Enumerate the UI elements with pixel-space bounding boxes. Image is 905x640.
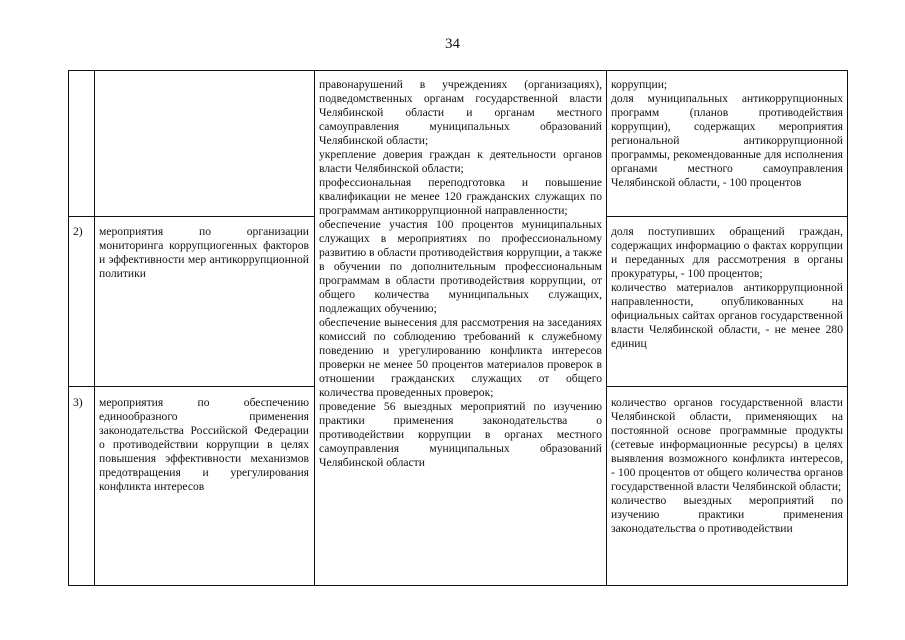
indicators-cell <box>611 225 843 351</box>
measures-cell <box>319 78 602 470</box>
table-border-left <box>68 70 69 586</box>
row-divider <box>606 386 848 387</box>
measure-item: обеспечение участия 100 процентов муниципальных служащих в мероприятиях по профессиональному развитию в области противодействия коррупции, а также в обучении по дополнительным профессиональным программам в области противодействия коррупции, от общего количества муниципальных служащих, подлежащих обучению; <box>319 218 602 315</box>
measures-table <box>68 70 848 586</box>
row-divider <box>68 216 315 217</box>
table-column-divider <box>314 70 315 586</box>
row-divider <box>68 386 315 387</box>
indicator-item: доля поступивших обращений граждан, содержащих информацию о фактах коррупции и переданных для рассмотрения в органы прокуратуры, - 100 процентов; <box>611 225 843 280</box>
table-column-divider <box>606 70 607 586</box>
page-number: 34 <box>445 36 460 52</box>
measure-group-name <box>99 225 309 281</box>
measure-item: обеспечение вынесения для рассмотрения на заседаниях комиссий по соблюдению требований к служебному поведению и урегулированию конфликта интересов проверки не менее 50 процентов материалов проверок в отношении гражданских служащих от общего количества проведенных проверок; <box>319 316 602 399</box>
indicators-cell <box>611 396 843 536</box>
row-number: 2) <box>73 225 83 238</box>
measure-item: профессиональная переподготовка и повышение квалификации не менее 120 гражданских служащих по программам антикоррупционной направленности; <box>319 176 602 217</box>
measure-item: проведение 56 выездных мероприятий по изучению практики применения законодательства о противодействии коррупции в органах местного самоуправления муниципальных образований Челябинской области <box>319 400 602 469</box>
table-border-bottom <box>68 585 848 586</box>
indicators-cell <box>611 78 843 190</box>
table-border-right <box>847 70 848 586</box>
indicator-item: доля муниципальных антикоррупционных программ (планов противодействия коррупции), содержащих мероприятия региональной антикоррупционной программы, рекомендованные для исполнения органами местного самоуправления Челябинской области, - 100 процентов <box>611 92 843 189</box>
measure-item: укрепление доверия граждан к деятельности органов власти Челябинской области; <box>319 148 602 175</box>
row-number: 3) <box>73 396 83 409</box>
indicator-item: количество выездных мероприятий по изучению практики применения законодательства о противодействии <box>611 494 843 535</box>
table-column-divider <box>94 70 95 586</box>
measure-item: правонарушений в учреждениях (организациях), подведомственных органам государственной власти Челябинской области и органам местного самоуправления муниципальных образований Челябинской области; <box>319 78 602 147</box>
measure-group-name <box>99 396 309 494</box>
indicator-item: количество материалов антикоррупционной направленности, опубликованных на официальных сайтах органов государственной власти Челябинской области, - не менее 280 единиц <box>611 281 843 350</box>
indicator-item: количество органов государственной власти Челябинской области, применяющих на постоянной основе программные продукты (сетевые информационные ресурсы) в целях выявления возможного конфликта интересов, - 100 процентов от общего количества органов государственной власти Челябинской области; <box>611 396 843 493</box>
measure-group-name-text: мероприятия по обеспечению единообразного применения законодательства Российской Федерации о противодействии коррупции в целях повышения эффективности механизмов предотвращения и урегулирования конфликта интересов <box>99 396 309 493</box>
row-divider <box>606 216 848 217</box>
measure-group-name-text: мероприятия по организации мониторинга коррупциогенных факторов и эффективности мер антикоррупционной политики <box>99 225 309 280</box>
table-border-top <box>68 70 848 71</box>
indicator-item: коррупции; <box>611 78 668 91</box>
